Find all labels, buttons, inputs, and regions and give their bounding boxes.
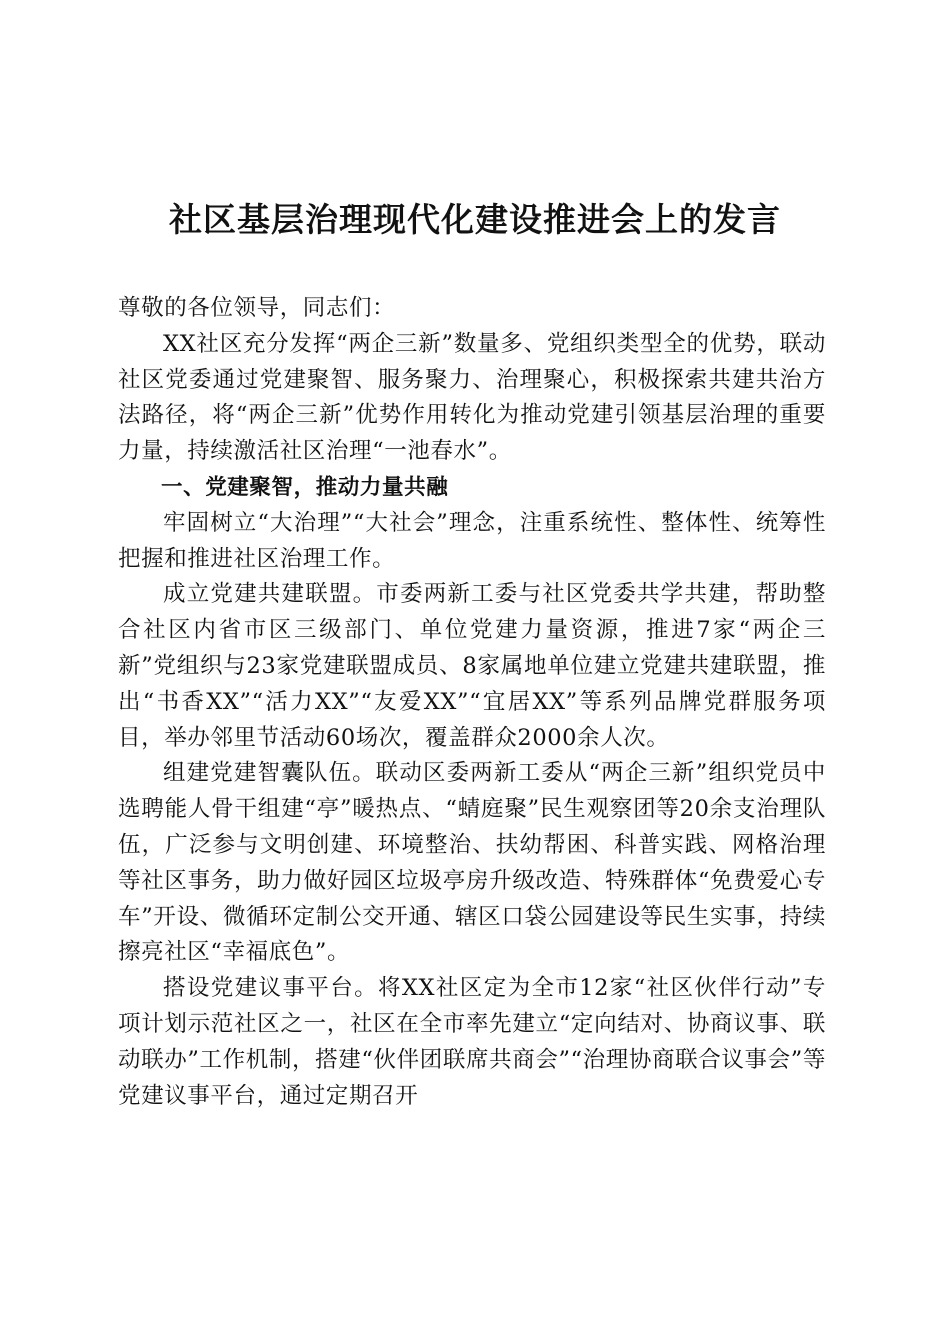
- document-title: 社区基层治理现代化建设推进会上的发言: [169, 200, 781, 239]
- alliance-paragraph: 成立党建共建联盟。市委两新工委与社区党委共学共建，帮助整合社区内省市区三级部门、单位党建力量资源，推进7家“两企三新”党组织与23家党建联盟成员、8家属地单位建立党建共建联盟，推出“书香XX”“活力XX”“友爱XX”“宜居XX”等系列品牌党群服务项目，举办邻里节活动60场次，覆盖群众2000余人次。: [118, 581, 826, 751]
- thinktank-paragraph: 组建党建智囊队伍。联动区委两新工委从“两企三新”组织党员中选聘能人骨干组建“亭”暖热点、“蜻庭聚”民生观察团等20余支治理队伍，广泛参与文明创建、环境整治、扶幼帮困、科普实践、网格治理等社区事务，助力做好园区垃圾亭房升级改造、特殊群体“免费爱心专车”开设、微循环定制公交开通、辖区口袋公园建设等民生实事，持续擦亮社区“幸福底色”。: [118, 760, 826, 966]
- intro-paragraph: XX社区充分发挥“两企三新”数量多、党组织类型全的优势，联动社区党委通过党建聚智、服务聚力、治理聚心，积极探索共建共治方法路径，将“两企三新”优势作用转化为推动党建引领基层治理的重要力量，持续激活社区治理“一池春水”。: [118, 330, 826, 465]
- section-lead-paragraph: 牢固树立“大治理”“大社会”理念，注重系统性、整体性、统筹性把握和推进社区治理工作。: [118, 509, 826, 572]
- salutation: 尊敬的各位领导，同志们：: [118, 295, 396, 321]
- section-heading: 一、党建聚智，推动力量共融: [161, 474, 449, 500]
- platform-paragraph: 搭设党建议事平台。将XX社区定为全市12家“社区伙伴行动”专项计划示范社区之一，社区在全市率先建立“定向结对、协商议事、联动联办”工作机制，搭建“伙伴团联席共商会”“治理协商联合议事会”等党建议事平台，通过定期召开: [118, 975, 826, 1109]
- document-body: [118, 291, 826, 1114]
